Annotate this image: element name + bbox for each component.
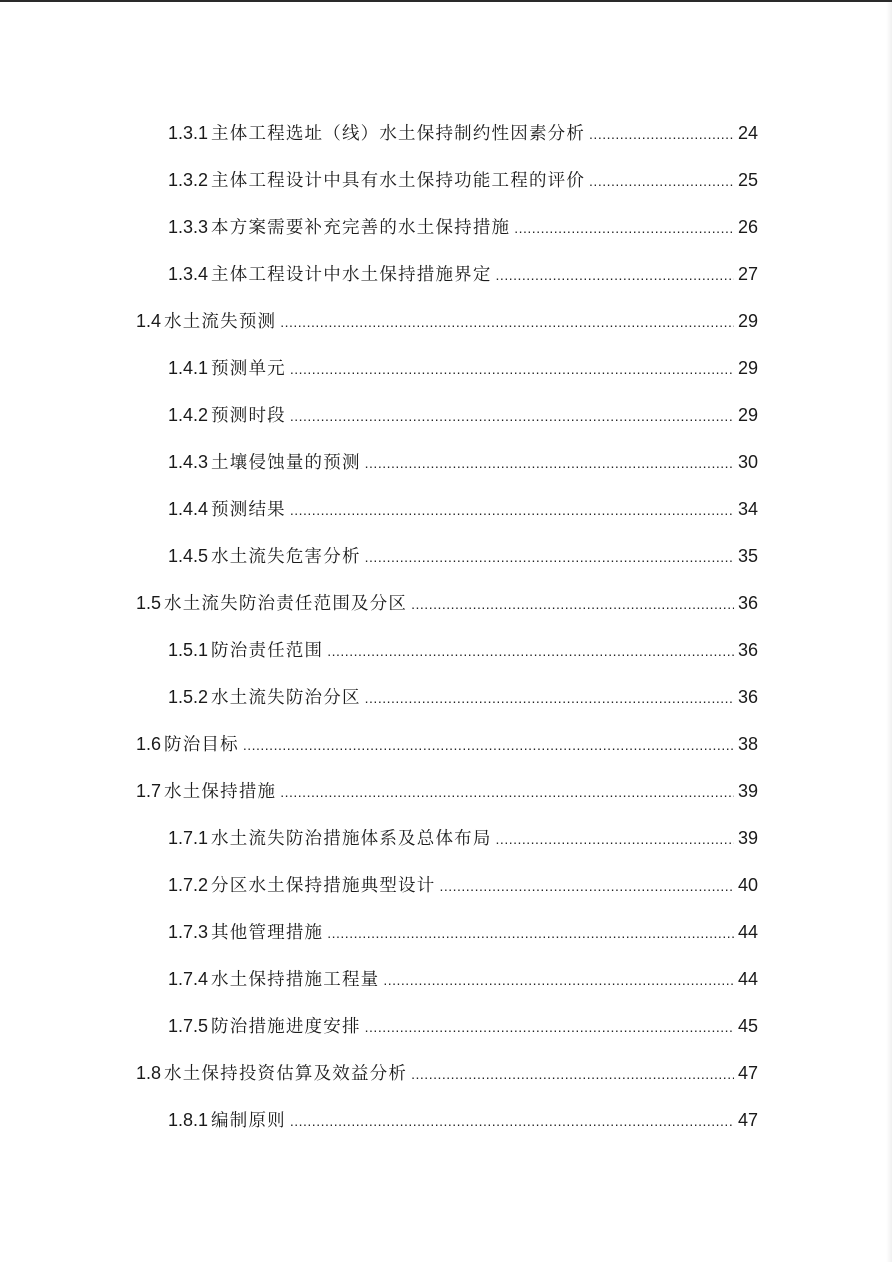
- toc-entry-1-4-2[interactable]: [168, 400, 758, 430]
- toc-entry-1-3-3[interactable]: [168, 212, 758, 242]
- page-top-border: [0, 0, 892, 2]
- toc-entry-number: 1.7.2: [168, 875, 209, 895]
- toc-dot-leader: [290, 354, 734, 384]
- toc-entry-number: 1.8.1: [168, 1110, 209, 1130]
- toc-entry-1-4-3[interactable]: [168, 447, 758, 477]
- toc-page-number: 47: [737, 1063, 758, 1083]
- toc-page-number: 29: [737, 405, 758, 425]
- toc-entry-title: 防治目标: [164, 735, 239, 755]
- toc-dot-leader: [496, 260, 734, 290]
- toc-entry-1-5-1[interactable]: [168, 635, 758, 665]
- toc-entry-1-7-5[interactable]: [168, 1011, 758, 1041]
- toc-entry-number: 1.4.3: [168, 452, 209, 472]
- toc-dot-leader: [290, 1106, 734, 1136]
- toc-entry-1-5-2[interactable]: [168, 682, 758, 712]
- toc-entry-title: 其他管理措施: [211, 923, 324, 943]
- toc-dot-leader: [243, 730, 734, 760]
- toc-entry-number: 1.4: [136, 311, 162, 331]
- toc-entry-number: 1.7.3: [168, 922, 209, 942]
- toc-entry-number: 1.3.3: [168, 217, 209, 237]
- toc-entry-1-7-3[interactable]: [168, 917, 758, 947]
- toc-entry-1-7-4[interactable]: [168, 964, 758, 994]
- toc-entry-title: 水土流失预测: [164, 312, 277, 332]
- toc-dot-leader: [589, 119, 734, 149]
- toc-dot-leader: [589, 166, 734, 196]
- toc-entry-1-4-1[interactable]: [168, 353, 758, 383]
- toc-entry-1-7[interactable]: [136, 776, 758, 806]
- toc-entry-title: 水土保持措施: [164, 782, 277, 802]
- toc-page-number: 39: [737, 828, 758, 848]
- toc-entry-title: 主体工程选址（线）水土保持制约性因素分析: [211, 124, 586, 144]
- toc-page-number: 38: [737, 734, 758, 754]
- toc-entry-1-3-1[interactable]: [168, 118, 758, 148]
- toc-entry-title: 土壤侵蚀量的预测: [211, 453, 361, 473]
- toc-page-number: 44: [737, 969, 758, 989]
- toc-entry-title: 本方案需要补充完善的水土保持措施: [211, 218, 511, 238]
- toc-dot-leader: [496, 824, 734, 854]
- toc-entry-number: 1.3.1: [168, 123, 209, 143]
- toc-page-number: 35: [737, 546, 758, 566]
- toc-entry-number: 1.7.5: [168, 1016, 209, 1036]
- toc-entry-number: 1.3.4: [168, 264, 209, 284]
- toc-page-number: 30: [737, 452, 758, 472]
- toc-entry-title: 主体工程设计中水土保持措施界定: [211, 265, 492, 285]
- toc-dot-leader: [290, 495, 734, 525]
- toc-dot-leader: [327, 918, 734, 948]
- toc-dot-leader: [280, 777, 734, 807]
- toc-entry-title: 预测单元: [211, 359, 286, 379]
- toc-page-number: 34: [737, 499, 758, 519]
- toc-entry-1-3-4[interactable]: [168, 259, 758, 289]
- toc-entry-number: 1.7: [136, 781, 162, 801]
- toc-entry-title: 防治责任范围: [211, 641, 324, 661]
- toc-page-number: 24: [737, 123, 758, 143]
- toc-entry-title: 水土流失防治措施体系及总体布局: [211, 829, 492, 849]
- toc-page-number: 29: [737, 311, 758, 331]
- toc-entry-1-5[interactable]: [136, 588, 758, 618]
- toc-dot-leader: [365, 683, 734, 713]
- toc-entry-number: 1.5.2: [168, 687, 209, 707]
- toc-dot-leader: [439, 871, 734, 901]
- toc-dot-leader: [411, 1059, 734, 1089]
- toc-entry-number: 1.3.2: [168, 170, 209, 190]
- toc-page-number: 27: [737, 264, 758, 284]
- toc-entry-title: 分区水土保持措施典型设计: [211, 876, 436, 896]
- toc-entry-1-4-5[interactable]: [168, 541, 758, 571]
- toc-dot-leader: [327, 636, 734, 666]
- toc-entry-number: 1.7.4: [168, 969, 209, 989]
- toc-entry-number: 1.4.4: [168, 499, 209, 519]
- toc-entry-title: 水土保持投资估算及效益分析: [164, 1064, 408, 1084]
- toc-page-number: 36: [737, 640, 758, 660]
- toc-entry-title: 水土流失危害分析: [211, 547, 361, 567]
- toc-entry-1-8[interactable]: [136, 1058, 758, 1088]
- toc-entry-title: 主体工程设计中具有水土保持功能工程的评价: [211, 171, 586, 191]
- toc-entry-title: 预测时段: [211, 406, 286, 426]
- toc-page-number: 36: [737, 593, 758, 613]
- toc-dot-leader: [365, 448, 734, 478]
- toc-entry-1-7-2[interactable]: [168, 870, 758, 900]
- toc-page-number: 25: [737, 170, 758, 190]
- toc-entry-1-7-1[interactable]: [168, 823, 758, 853]
- toc-dot-leader: [365, 542, 734, 572]
- toc-entry-number: 1.5.1: [168, 640, 209, 660]
- toc-entry-number: 1.4.2: [168, 405, 209, 425]
- toc-page-number: 26: [737, 217, 758, 237]
- toc-entry-number: 1.4.1: [168, 358, 209, 378]
- toc-page-number: 40: [737, 875, 758, 895]
- toc-entry-1-6[interactable]: [136, 729, 758, 759]
- page-edge-shadow: [886, 2, 892, 1262]
- toc-entry-1-4-4[interactable]: [168, 494, 758, 524]
- toc-page-number: 29: [737, 358, 758, 378]
- toc-entry-number: 1.5: [136, 593, 162, 613]
- toc-entry-number: 1.7.1: [168, 828, 209, 848]
- toc-entry-title: 编制原则: [211, 1111, 286, 1131]
- toc-page-number: 47: [737, 1110, 758, 1130]
- toc-dot-leader: [514, 213, 734, 243]
- toc-entry-number: 1.8: [136, 1063, 162, 1083]
- toc-dot-leader: [365, 1012, 734, 1042]
- toc-entry-1-8-1[interactable]: [168, 1105, 758, 1135]
- toc-entry-title: 水土流失防治责任范围及分区: [164, 594, 408, 614]
- toc-entry-title: 防治措施进度安排: [211, 1017, 361, 1037]
- toc-page-number: 45: [737, 1016, 758, 1036]
- toc-dot-leader: [383, 965, 734, 995]
- toc-page-number: 36: [737, 687, 758, 707]
- toc-entry-number: 1.4.5: [168, 546, 209, 566]
- toc-entry-number: 1.6: [136, 734, 162, 754]
- toc-entry-title: 预测结果: [211, 500, 286, 520]
- toc-entry-title: 水土流失防治分区: [211, 688, 361, 708]
- toc-entry-1-3-2[interactable]: [168, 165, 758, 195]
- toc-entry-title: 水土保持措施工程量: [211, 970, 380, 990]
- toc-page-number: 39: [737, 781, 758, 801]
- toc-page-number: 44: [737, 922, 758, 942]
- toc-entry-1-4[interactable]: [136, 306, 758, 336]
- toc-dot-leader: [290, 401, 734, 431]
- toc-dot-leader: [411, 589, 734, 619]
- toc-dot-leader: [280, 307, 734, 337]
